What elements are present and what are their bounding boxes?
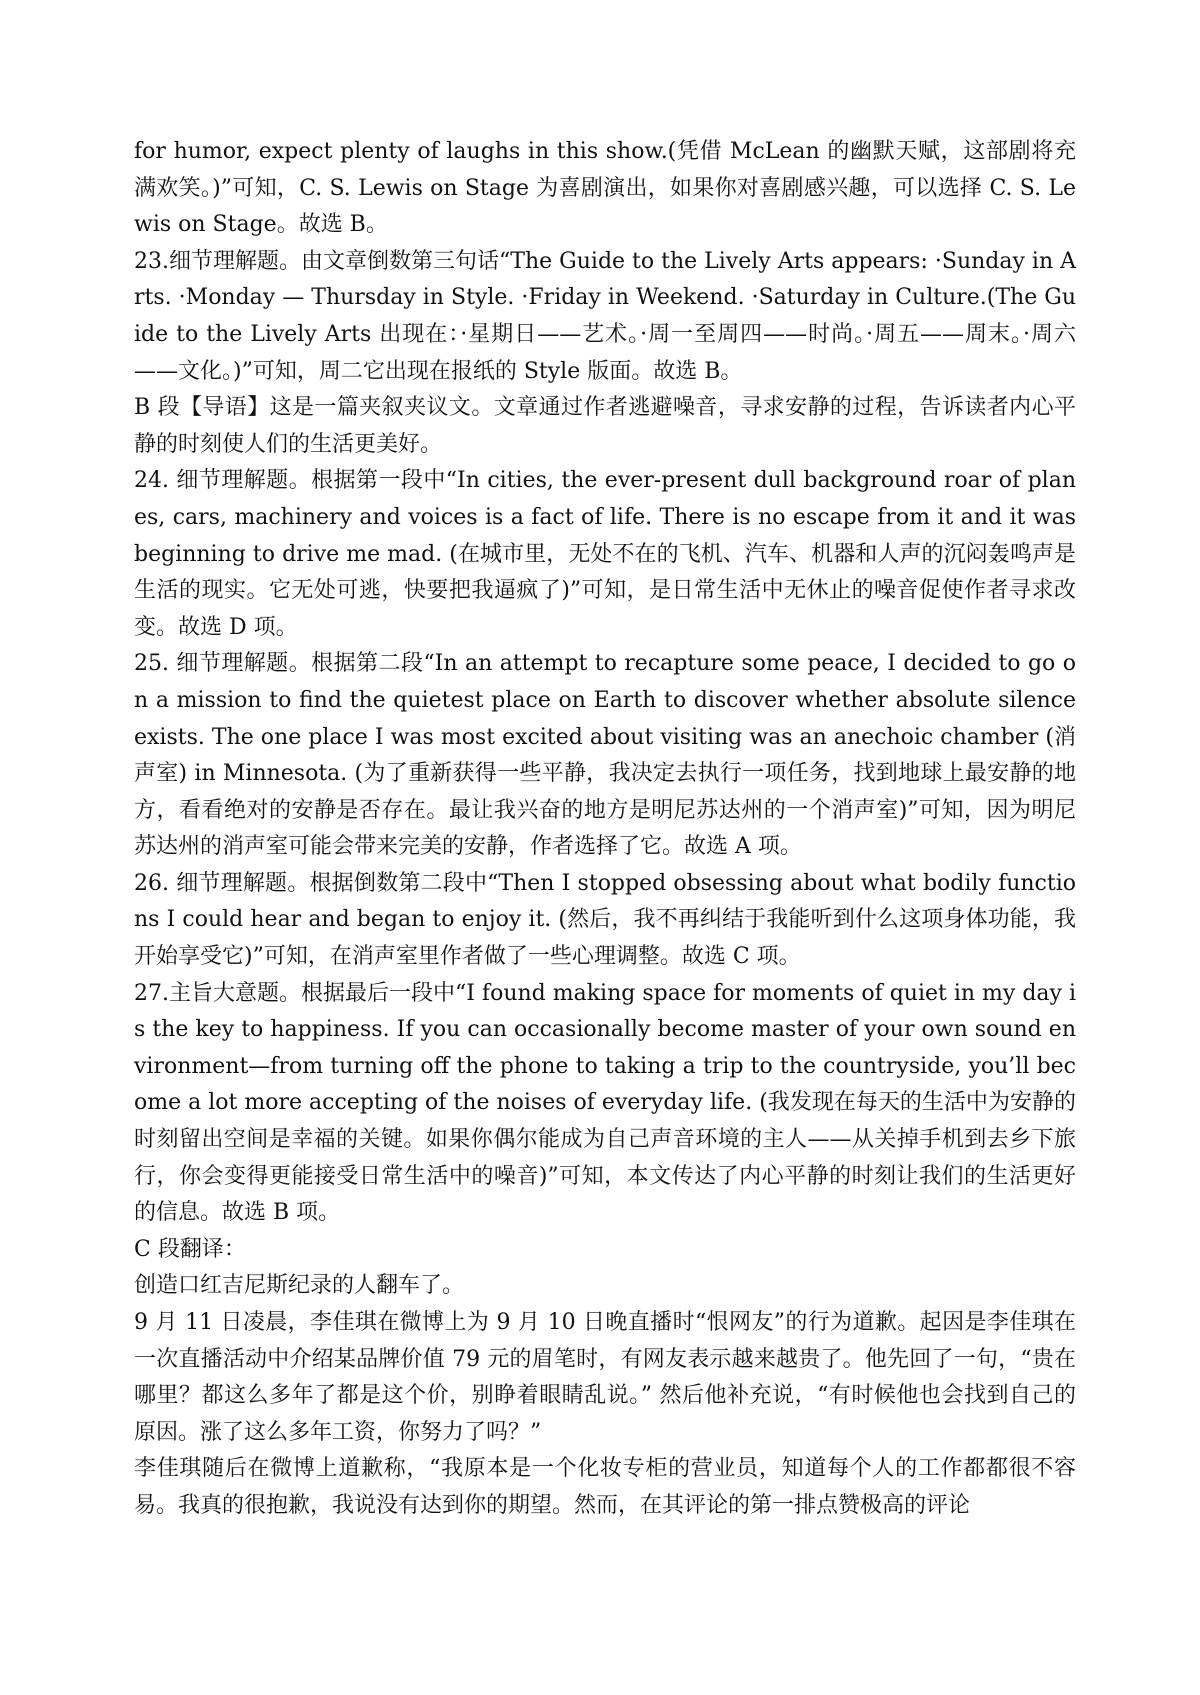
paragraph-q25: 25. 细节理解题。根据第二段“In an attempt to recapture some peace, I decided to go on a mission to find the quietest place on Earth to discover whether absolute silence exists. The one place I was most excited about visiting was an anechoic chamber (消声室) in Minnesota. (为了重新获得一些平静，我决定去执行一项任务，找到地球上最安静的地方，看看绝对的安静是否存在。最让我兴奋的地方是明尼苏达州的一个消声室)”可知，因为明尼苏达州的消声室可能会带来完美的安静，作者选择了它。故选 A 项。 xyxy=(134,651,1076,860)
paragraph-q26: 26. 细节理解题。根据倒数第二段中“Then I stopped obsessing about what bodily functions I could hear and began to enjoy it. (然后，我不再纠结于我能听到什么这项身体功能，我开始享受它)”可知，在消声室里作者做了一些心理调整。故选 C 项。 xyxy=(134,870,1076,970)
paragraph-q24: 24. 细节理解题。根据第一段中“In cities, the ever-present dull background roar of planes, cars, machinery and voices is a fact of life. There is no escape from it and it was beginning to drive me mad. (在城市里，无处不在的飞机、汽车、机器和人声的沉闷轰鸣声是生活的现实。它无处可逃，快要把我逼疯了)”可知，是日常生活中无休止的噪音促使作者寻求改变。故选 D 项。 xyxy=(134,468,1076,640)
section-c-paragraph-1: 9 月 11 日凌晨，李佳琪在微博上为 9 月 10 日晚直播时“恨网友”的行为道歉。起因是李佳琪在一次直播活动中介绍某品牌价值 79 元的眉笔时，有网友表示越来越贵了。他先回了一句，“贵在哪里？都这么多年了都是这个价，别睁着眼睛乱说。” 然后他补充说，“有时候他也会找到自己的原因。涨了这么多年工资，你努力了吗？” xyxy=(134,1310,1076,1445)
document-page xyxy=(134,134,1076,1525)
section-c-title: 创造口红吉尼斯纪录的人翻车了。 xyxy=(134,1273,465,1299)
paragraph-q27: 27.主旨大意题。根据最后一段中“I found making space for moments of quiet in my day is the key to happiness. If you can occasionally become master of your own sound environment—from turning off the phone to taking a trip to the countryside, you’ll become a lot more accepting of the noises of everyday life. (我发现在每天的生活中为安静的时刻留出空间是幸福的关键。如果你偶尔能成为自己声音环境的主人——从关掉手机到去乡下旅行，你会变得更能接受日常生活中的噪音)”可知，本文传达了内心平静的时刻让我们的生活更好的信息。故选 B 项。 xyxy=(134,980,1076,1226)
section-c-heading: C 段翻译： xyxy=(134,1236,246,1262)
paragraph-section-b-intro: B 段【导语】这是一篇夹叙夹议文。文章通过作者逃避噪音，寻求安静的过程，告诉读者内心平静的时刻使人们的生活更美好。 xyxy=(134,395,1076,457)
paragraph-q22-continuation: for humor, expect plenty of laughs in this show.(凭借 McLean 的幽默天赋，这部剧将充满欢笑。)”可知，C. S. Lewis on Stage 为喜剧演出，如果你对喜剧感兴趣，可以选择 C. S. Lewis on Stage。故选 B。 xyxy=(134,139,1076,238)
paragraph-q23: 23.细节理解题。由文章倒数第三句话“The Guide to the Lively Arts appears: ·Sunday in Arts. ·Monday — Thursday in Style. ·Friday in Weekend. ·Saturday in Culture.(The Guide to the Lively Arts 出现在：·星期日——艺术。·周一至周四——时尚。·周五——周末。·周六——文化。)”可知，周二它出现在报纸的 Style 版面。故选 B。 xyxy=(134,248,1076,384)
section-c-paragraph-2: 李佳琪随后在微博上道歉称，“我原本是一个化妆专柜的营业员，知道每个人的工作都都很不容易。我真的很抱歉，我说没有达到你的期望。然而，在其评论的第一排点赞极高的评论 xyxy=(134,1456,1076,1518)
